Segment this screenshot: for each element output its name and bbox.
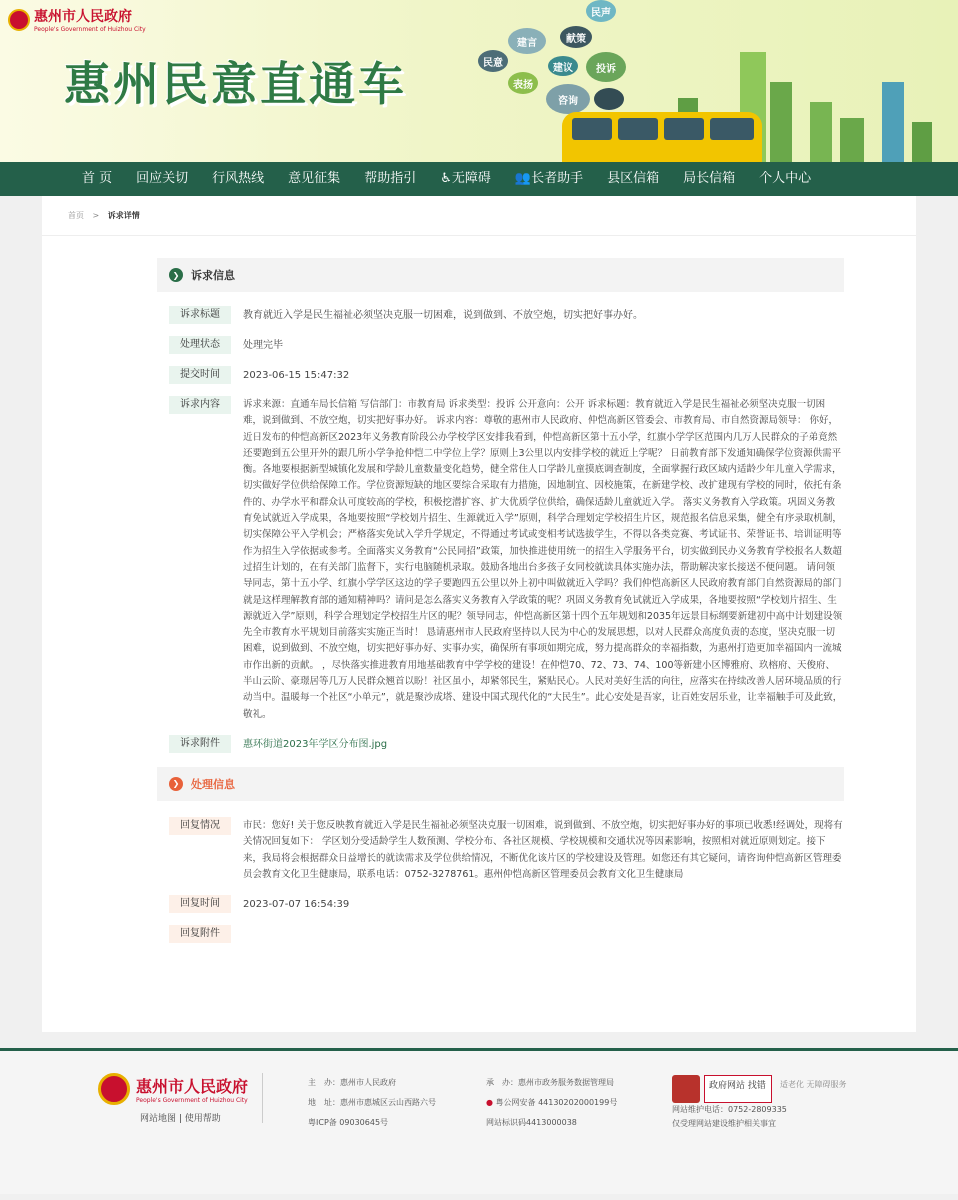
footer-host: 主 办：惠州市人民政府	[308, 1078, 396, 1087]
reply-attach-value	[243, 925, 844, 943]
nav-director-mailbox[interactable]: 局长信箱	[683, 171, 736, 186]
footer-undertake: 承 办：惠州市政务服务数据管理局	[486, 1078, 614, 1087]
nav-opinion[interactable]: 意见征集	[288, 171, 341, 186]
request-status-label: 处理状态	[169, 336, 231, 354]
bubble-jianyi: 建议	[548, 56, 578, 76]
party-gov-badge-icon[interactable]	[672, 1075, 700, 1103]
breadcrumb-sep: >	[92, 211, 100, 220]
request-attach-row	[157, 735, 844, 753]
bubble-xiance: 献策	[560, 26, 592, 48]
wheelchair-icon: ♿	[440, 171, 452, 186]
request-attachment-link[interactable]: 惠环街道2023年学区分布图.jpg	[243, 738, 388, 750]
elder-icon: 👥	[514, 171, 532, 186]
request-status-value: 处理完毕	[243, 340, 283, 351]
nav-help[interactable]: 帮助指引	[364, 171, 417, 186]
city-tower	[882, 82, 904, 162]
reply-content-row	[157, 817, 844, 883]
footer-site-code: 网站标识码4413000038	[486, 1118, 577, 1127]
site-banner	[0, 0, 958, 162]
footer-info-left	[308, 1073, 436, 1133]
reply-time-value: 2023-07-07 16:54:39	[243, 899, 350, 911]
footer-maintenance	[672, 1103, 787, 1131]
main-nav	[0, 162, 958, 196]
request-attach-label: 诉求附件	[169, 735, 231, 753]
reply-section-title: 处理信息	[191, 777, 235, 791]
request-section	[157, 258, 844, 753]
national-emblem-icon	[98, 1073, 130, 1105]
bubble-empty	[594, 88, 624, 110]
nav-home[interactable]: 首 页	[82, 171, 113, 186]
request-title-row	[157, 306, 844, 324]
arrow-right-icon: ❯	[169, 777, 183, 791]
bus-window	[664, 118, 704, 140]
footer-police[interactable]	[486, 1093, 617, 1113]
request-time-label: 提交时间	[169, 366, 231, 384]
footer-gov-en: People's Government of Huizhou City	[136, 1097, 248, 1104]
gov-logo[interactable]	[8, 6, 146, 33]
bus-illustration	[562, 112, 762, 162]
nav-accessibility-label: 无障碍	[451, 171, 491, 186]
gov-en-name: People's Government of Huizhou City	[34, 26, 146, 33]
request-section-title: 诉求信息	[191, 269, 235, 282]
breadcrumb-home[interactable]: 首页	[68, 211, 84, 220]
footer-icp[interactable]: 粤ICP备 09030645号	[308, 1118, 389, 1127]
main-content	[42, 196, 916, 1032]
reply-content-label: 回复情况	[169, 817, 231, 835]
reply-attach-label: 回复附件	[169, 925, 231, 943]
national-emblem-icon	[8, 9, 30, 31]
bubble-zixun: 咨询	[546, 84, 590, 114]
site-footer	[0, 1048, 958, 1194]
footer-logo[interactable]	[98, 1073, 248, 1105]
city-building	[840, 118, 864, 162]
reply-section	[157, 767, 844, 943]
bubble-tousu: 投诉	[586, 52, 626, 82]
request-content-value: 诉求来源：直通车局长信箱 写信部门：市教育局 诉求类型：投诉 公开意向：公开 诉求标题：教育就近入学是民生福祉必须坚决克服一切困难，说到做到、不放空炮，切实把好事办好。 诉求内容：尊敬的惠州市人民政府、仲恺高新区管委会、市教育局、市自然资源局领导： 你好，近日发布的仲恺高新区2023年义务教育阶段公办学校学区安排我看到，仲恺高新区第十五小学，红旗小学学区范围内几万人民群众的子弟竟然还要跑到五公里开外的跟几所小学争抢仲恺二中学位上学？原则上3公里以内安排学校的就近上学呢？ 日前教育部下发通知确保学位资源供需平衡。各地要根据新型城镇化发展和学龄儿童数量变化趋势，健全常住人口学龄儿童摸底调查制度，全面掌握行政区域内适龄少年儿童入学需求，切实做好学位供给保障工作。学位资源短缺的地区要综合采取有力措施，因地制宜、因校施策，在新建学校、改扩建现有学校的同时，依托有条件的、办学水平和群众认可度较高的学校，积极挖潜扩容、扩大优质学位供给，确保适龄儿童就近入学。 落实义务教育入学政策。巩固义务教育免试就近入学成果，各地要按照“学校划片招生、生源就近入学”原则，科学合理划定学校招生片区，规范报名信息采集，健全有序录取机制，切实保障公平入学机会；严格落实免试入学升学规定，不得通过考试或变相考试选拔学生，不得以各类竞赛、考试证书、荣誉证书、培训证明等作为招生入学依据或参考。全面落实义务教育“公民同招”政策，加快推进使用统一的招生入学服务平台，切实做到民办义务教育学校报名人数超过招生计划的，在有关部门监督下，实行电脑随机录取。鼓励各地出台多孩子女同校就读具体实施办法，帮助解决家长接送不便问题。 请问领导同志，第十五小学、红旗小学学区这边的学子要跑四五公里以外上初中叫做就近入学吗？我们仲恺高新区人民政府教育部门自然资源局的部门就是这样理解教育部的通知精神吗？请问是怎么落实义务教育入学政策的呢？巩固义务教育免试就近入学成果，各地要按照“学校划片招生、生源就近入学”原则，科学合理划定学校招生片区的呢？领导同志，仲恺高新区第十四个五年规划和2035年远景目标纲要新建初中高中计划建设领先全市教育水平规划目前落实实施正当时！ 恳请惠州市人民政府坚持以人民为中心的发展思想，以对人民群众高度负责的态度，坚决克服一切困难，说到做到、不放空炮，切实把好事办好、实事办实，确保所有事项如期完成，努力提高群众的幸福指数，为惠州打造更加幸福国内一流城市作出新的贡献。 ，尽快落实推进教育用地基础教育中学学校的建设！在仲恺70、72、73、74、100等新建小区博雅府、玖榕府、天俊府、半山云阶、豪璟居等几万人民群众翘首以盼！社区虽小，却紧邻民生，紧贴民心。人民对美好生活的向往，应落实在持续改善人居环境品质的行动当中。温暖每一个社区“小单元”，就是聚沙成塔、建设中国式现代化的“大民生”。此心安处是吾家，让百姓安居乐业，让幸福触手可及此致，敬礼。	[243, 399, 843, 720]
bus-window	[618, 118, 658, 140]
request-content-label: 诉求内容	[169, 396, 231, 414]
request-time-value: 2023-06-15 15:47:32	[243, 370, 350, 381]
footer-maint-phone: 网站维护电话：0752-2809335	[672, 1105, 787, 1114]
request-status-row	[157, 336, 844, 354]
gov-name: 惠州市人民政府	[34, 9, 132, 25]
bubble-minyi: 民意	[478, 50, 508, 72]
reply-content-value: 市民：您好! 关于您反映教育就近入学是民生福祉必须坚决克服一切困难，说到做到、不放空炮，切实把好事办好的事项已收悉!经调处，现将有关情况回复如下： 学区划分受适龄学生人数预测、学校分布、各社区规模、学校规模和交通状况等因素影响，按照相对就近原则划定。接下来，我局将会根据群众日益增长的就读需求及学位供给情况，不断优化该片区的学校建设及管理。如您还有其它疑问，请咨询仲恺高新区管理委员会教育文化卫生健康局，联系电话：0752-3278761。惠州仲恺高新区管理委员会教育文化卫生健康局	[243, 819, 843, 880]
reply-section-header	[157, 767, 844, 801]
request-section-header	[157, 258, 844, 292]
bus-window	[572, 118, 612, 140]
age-friendly-badge[interactable]: 适老化 无障碍服务	[780, 1080, 847, 1089]
footer-maint-note: 仅受理网站建设维护相关事宜	[672, 1119, 776, 1128]
nav-accessibility[interactable]	[428, 162, 503, 196]
error-report-badge[interactable]: 政府网站 找错	[704, 1075, 772, 1103]
arrow-right-icon: ❯	[169, 268, 183, 282]
city-building	[810, 102, 832, 162]
police-badge-icon: ●	[486, 1098, 493, 1107]
bus-window	[710, 118, 754, 140]
city-building	[912, 122, 932, 162]
footer-divider	[262, 1073, 263, 1123]
page-title: 惠州民意直通车	[64, 57, 407, 111]
reply-time-row	[157, 895, 844, 913]
reply-time-label: 回复时间	[169, 895, 231, 913]
footer-police-label: 粤公网安备 44130202000199号	[495, 1098, 618, 1107]
nav-elder[interactable]	[503, 162, 595, 196]
bubble-jianyan: 建言	[508, 28, 546, 54]
breadcrumb-current: 诉求详情	[107, 211, 140, 220]
footer-links[interactable]: 网站地图 | 使用帮助	[140, 1114, 221, 1124]
city-building	[770, 82, 792, 162]
request-time-row	[157, 366, 844, 384]
nav-elder-label: 长者助手	[531, 171, 584, 186]
bubble-minsheng: 民声	[586, 0, 616, 22]
nav-county-mailbox[interactable]: 县区信箱	[607, 171, 660, 186]
request-content-row	[157, 396, 844, 723]
footer-gov-name: 惠州市人民政府	[136, 1077, 249, 1096]
breadcrumb	[42, 204, 916, 236]
nav-response[interactable]: 回应关切	[136, 171, 189, 186]
footer-info-right	[486, 1073, 617, 1133]
nav-user-center[interactable]: 个人中心	[759, 171, 812, 186]
nav-hotline[interactable]: 行风热线	[212, 171, 265, 186]
reply-attach-row	[157, 925, 844, 943]
request-title-label: 诉求标题	[169, 306, 231, 324]
bubble-biaoyang: 表扬	[508, 72, 538, 94]
request-title-value: 教育就近入学是民生福祉必须坚决克服一切困难，说到做到、不放空炮，切实把好事办好。	[243, 310, 643, 321]
footer-address: 地 址：惠州市惠城区云山西路六号	[308, 1098, 436, 1107]
